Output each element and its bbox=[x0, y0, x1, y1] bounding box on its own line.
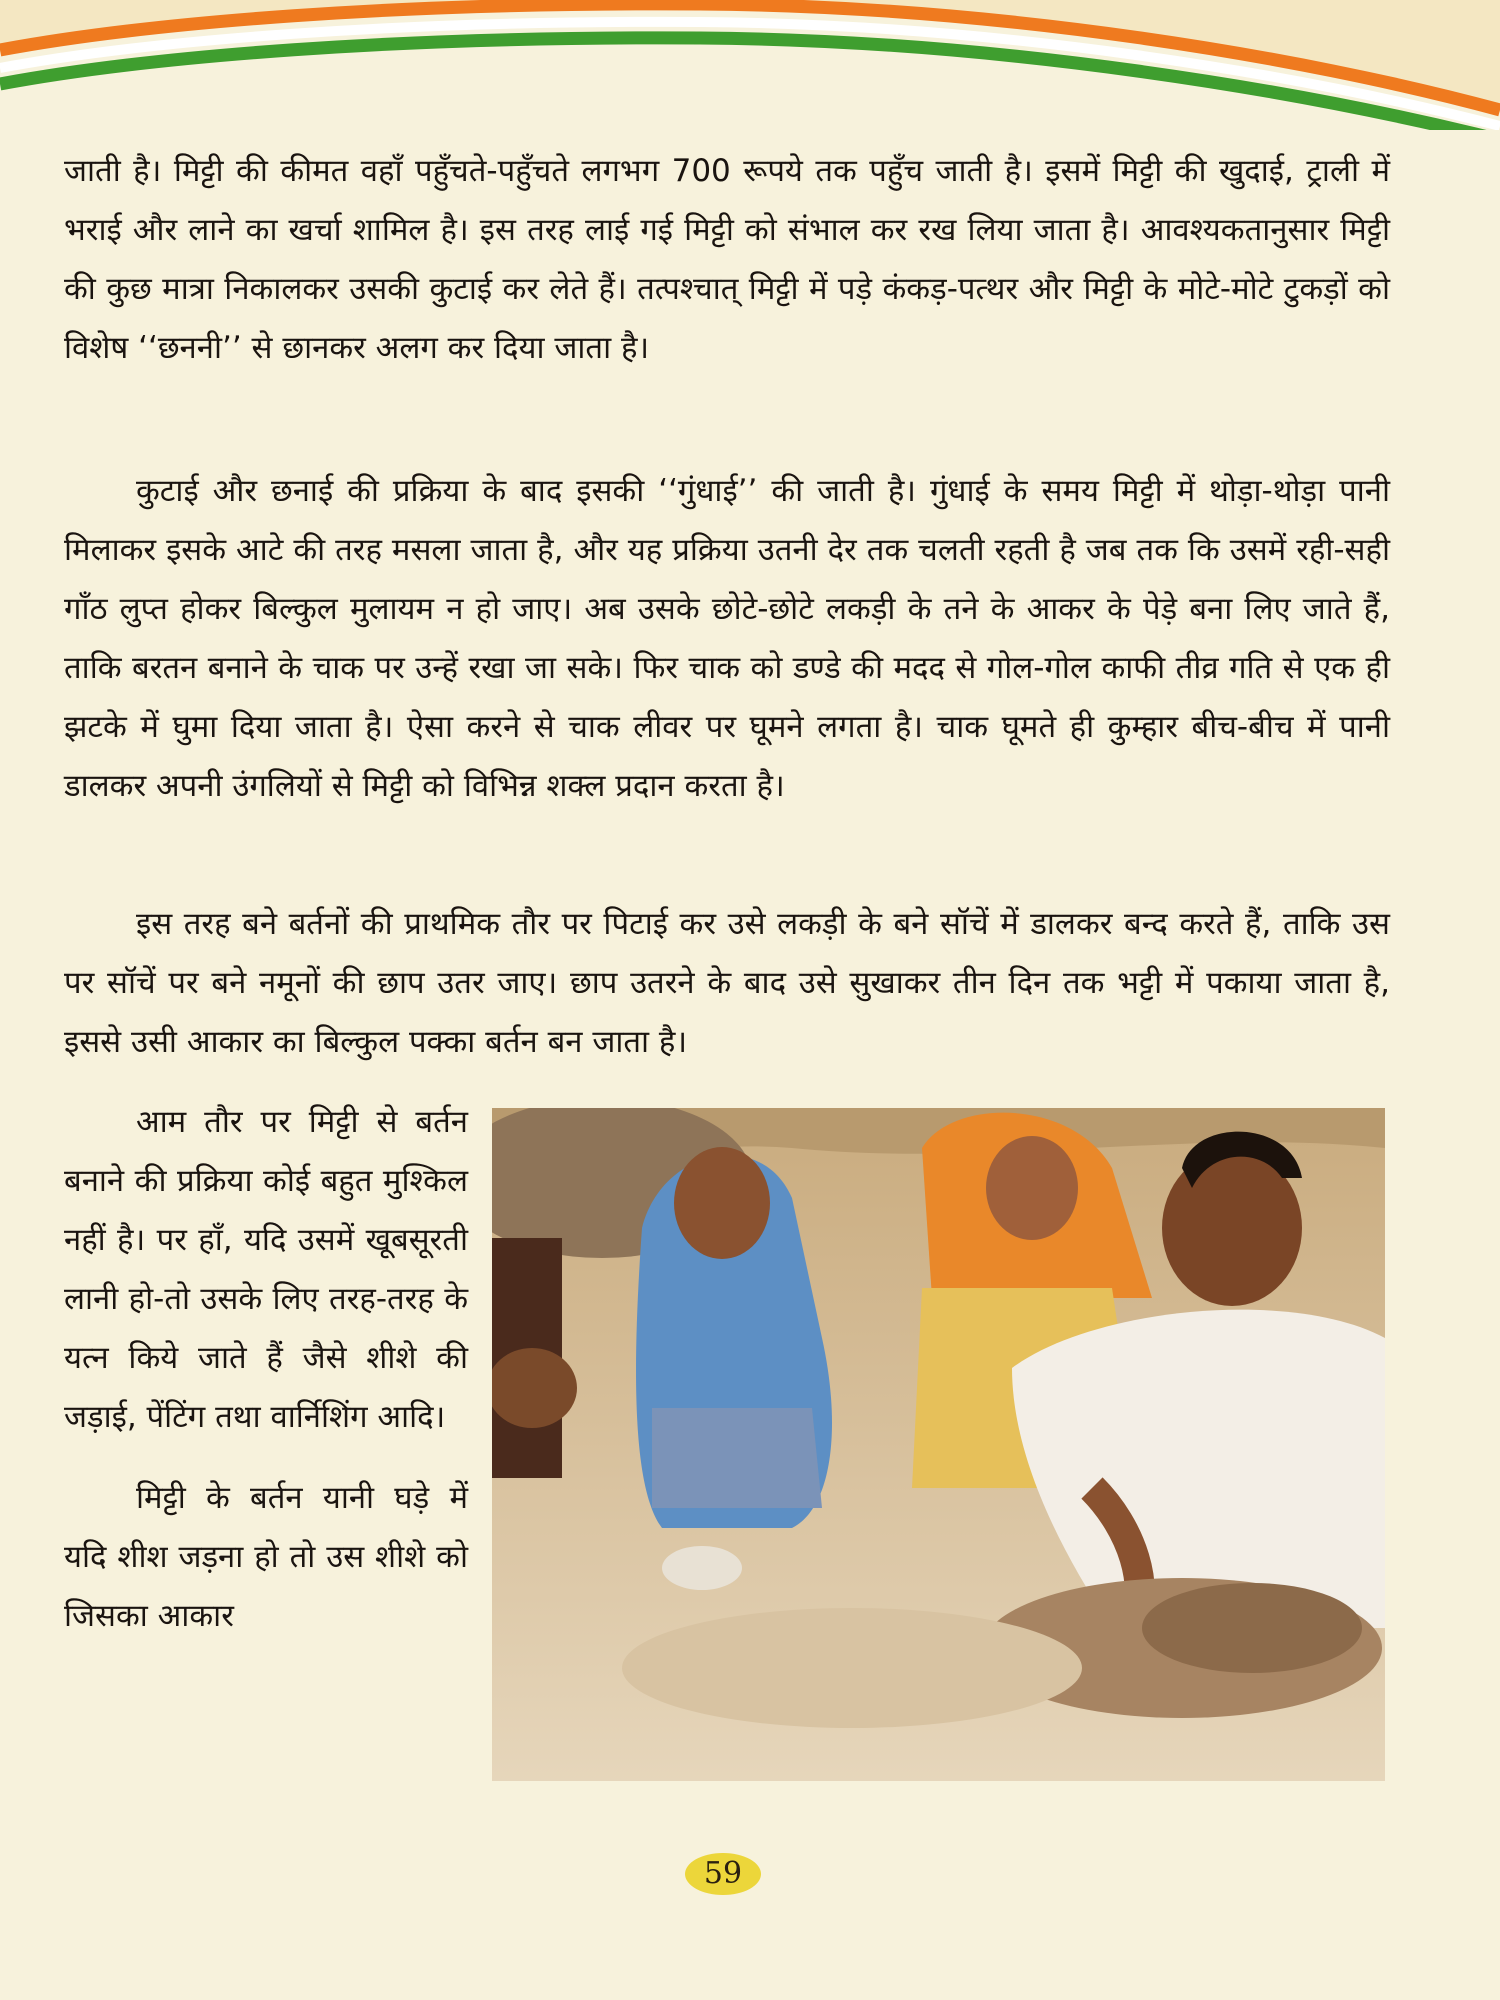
side-column bbox=[64, 1093, 468, 1668]
page-number: 59 bbox=[685, 1853, 761, 1895]
potters-kneading-clay-photo bbox=[492, 1108, 1385, 1781]
side-paragraph-2: मिट्टी के बर्तन यानी घड़े में यदि शीश जड़ना हो तो उस शीशे को जिसका आकार bbox=[64, 1480, 468, 1634]
tricolor-band-decoration bbox=[0, 0, 1500, 130]
paragraph-2-text: कुटाई और छनाई की प्रक्रिया के बाद इसकी ‘‘गुंधाई’’ की जाती है। गुंधाई के समय मिट्टी में थोड़ा-थोड़ा पानी मिलाकर इसके आटे की तरह मसला जाता है, और यह प्रक्रिया उतनी देर तक चलती रहती है जब तक कि उसमें रही-सही गाँठ लुप्त होकर बिल्कुल मुलायम न हो जाए। अब उसके छोटे-छोटे लकड़ी के तने के आकर के पेड़े बना लिए जाते हैं, ताकि बरतन बनाने के चाक पर उन्हें रखा जा सके। फिर चाक को डण्डे की मदद से गोल-गोल काफी तीव्र गति से एक ही झटके में घुमा दिया जाता है। ऐसा करने से चाक लीवर पर घूमने लगता है। चाक घूमते ही कुम्हार बीच-बीच में पानी डालकर अपनी उंगलियों से मिट्टी को विभिन्न शक्ल प्रदान करता है। bbox=[64, 473, 1390, 804]
paragraph-2 bbox=[64, 462, 1390, 816]
paragraph-3 bbox=[64, 895, 1390, 1072]
paragraph-3-text: इस तरह बने बर्तनों की प्राथमिक तौर पर पिटाई कर उसे लकड़ी के बने सॉचें में डालकर बन्द करते हैं, ताकि उस पर सॉचें पर बने नमूनों की छाप उतर जाए। छाप उतरने के बाद उसे सुखाकर तीन दिन तक भट्टी में पकाया जाता है, इससे उसी आकार का बिल्कुल पक्का बर्तन बन जाता है। bbox=[64, 906, 1390, 1060]
side-paragraph-1: आम तौर पर मिट्टी से बर्तन बनाने की प्रक्रिया कोई बहुत मुश्किल नहीं है। पर हाँ, यदि उसमें खूबसूरती लानी हो-तो उसके लिए तरह-तरह के यत्न किये जाते हैं जैसे शीशे की जड़ाई, पेंटिंग तथा वार्निशिंग आदि। bbox=[64, 1104, 468, 1435]
paragraph-1 bbox=[64, 142, 1390, 378]
paragraph-1-text: जाती है। मिट्टी की कीमत वहाँ पहुँचते-पहुँचते लगभग 700 रूपये तक पहुँच जाती है। इसमें मिट्टी की खुदाई, ट्राली में भराई और लाने का खर्चा शामिल है। इस तरह लाई गई मिट्टी को संभाल कर रख लिया जाता है। आवश्यकतानुसार मिट्टी की कुछ मात्रा निकालकर उसकी कुटाई कर लेते हैं। तत्पश्चात् मिट्टी में पड़े कंकड़-पत्थर और मिट्टी के मोटे-मोटे टुकड़ों को विशेष ‘‘छननी’’ से छानकर अलग कर दिया जाता है। bbox=[64, 153, 1390, 366]
